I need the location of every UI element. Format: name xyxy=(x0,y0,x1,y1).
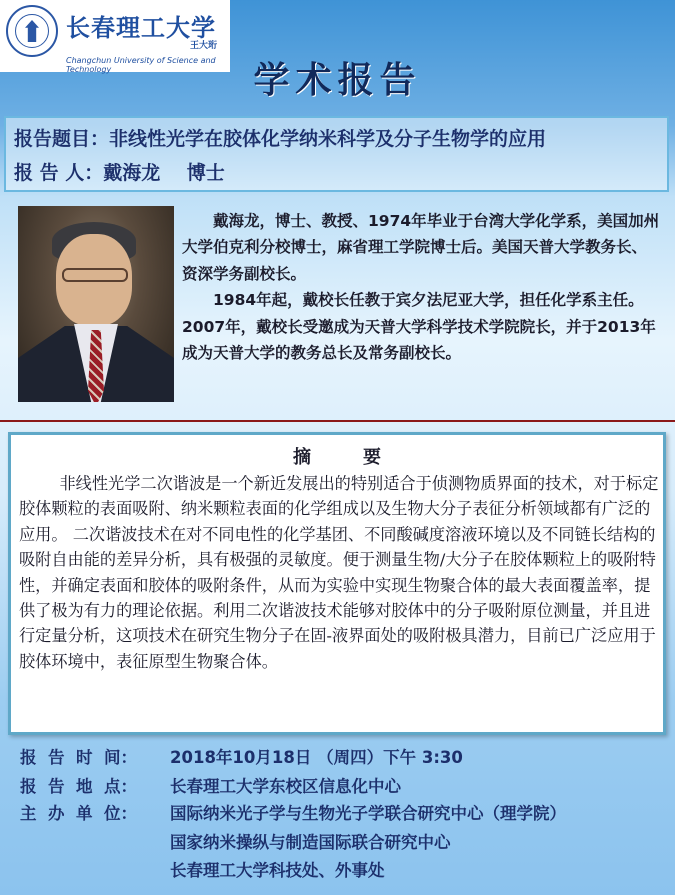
bio-name: 戴海龙 xyxy=(213,212,260,230)
bio-para1-text: ，博士、教授、1974年毕业于台湾大学化学系，美国加州大学伯克利分校博士，麻省理工学院博士后。美国天普大学教务长、资深学务副校长。 xyxy=(182,212,660,283)
info-place xyxy=(20,773,401,797)
info-host xyxy=(20,800,566,824)
university-emblem-icon xyxy=(6,5,58,57)
info-place-label: 报 告 地 点： xyxy=(20,777,137,796)
info-host-value-1: 国际纳米光子学与生物光子学联合研究中心（理学院） xyxy=(170,804,566,823)
info-time xyxy=(20,744,463,768)
info-time-label: 报 告 时 间： xyxy=(20,748,137,767)
speaker-photo xyxy=(18,206,174,402)
topic-box xyxy=(4,116,669,192)
abstract-title: 摘要 xyxy=(293,447,433,468)
info-place-value: 长春理工大学东校区信息化中心 xyxy=(170,777,401,796)
logo-signature: 王大珩 xyxy=(190,41,218,51)
info-host-label: 主 办 单 位： xyxy=(20,804,137,823)
bio-paragraph-1 xyxy=(182,208,660,287)
page-title: 学术报告 xyxy=(253,60,422,101)
report-topic: 报告题目：非线性光学在胶体化学纳米科学及分子生物学的应用 xyxy=(14,128,547,150)
info-host-value-2: 国家纳米操纵与制造国际联合研究中心 xyxy=(170,833,451,852)
report-speaker: 报 告 人：戴海龙 博士 xyxy=(14,162,225,184)
info-time-value: 2018年10月18日 （周四）下午 3:30 xyxy=(170,748,463,767)
abstract-body: 非线性光学二次谐波是一个新近发展出的特别适合于侦测物质界面的技术，对于标定胶体颗粒的表面吸附、纳米颗粒表面的化学组成以及生物大分子表征分析领域都有广泛的应用。 二次谐波技术在对不同电性的化学基团、不同酸碱度溶液环境以及不同链长结构的吸附自由能的差异分析，具有极强的灵敏度。便于测量生物/大分子在胶体颗粒上的吸附特性，并确定表面和胶体的吸附条件，从而为实验中实现生物聚合体的最大表面覆盖率，提供了极为有力的理论依据。利用二次谐波技术能够对胶体中的分子吸附原位测量，并且进行定量分析，这项技术在研究生物分子在固-液界面处的吸附极具潜力，目前已广泛应用于胶体环境中，表征原型生物聚合体。 xyxy=(19,474,659,671)
info-host-value-3: 长春理工大学科技处、外事处 xyxy=(170,861,385,880)
speaker-bio xyxy=(182,208,660,366)
photo-glasses xyxy=(62,268,128,282)
university-name: 长春理工大学 xyxy=(66,13,216,42)
university-english-name: Changchun University of Science and Technology xyxy=(66,56,216,74)
abstract-box xyxy=(8,432,666,735)
section-divider xyxy=(0,420,675,422)
bio-paragraph-2: 1984年起，戴校长任教于宾夕法尼亚大学，担任化学系主任。2007年，戴校长受邀成为天普大学科学技术学院院长，并于2013年成为天普大学的教务总长及常务副校长。 xyxy=(182,291,656,363)
